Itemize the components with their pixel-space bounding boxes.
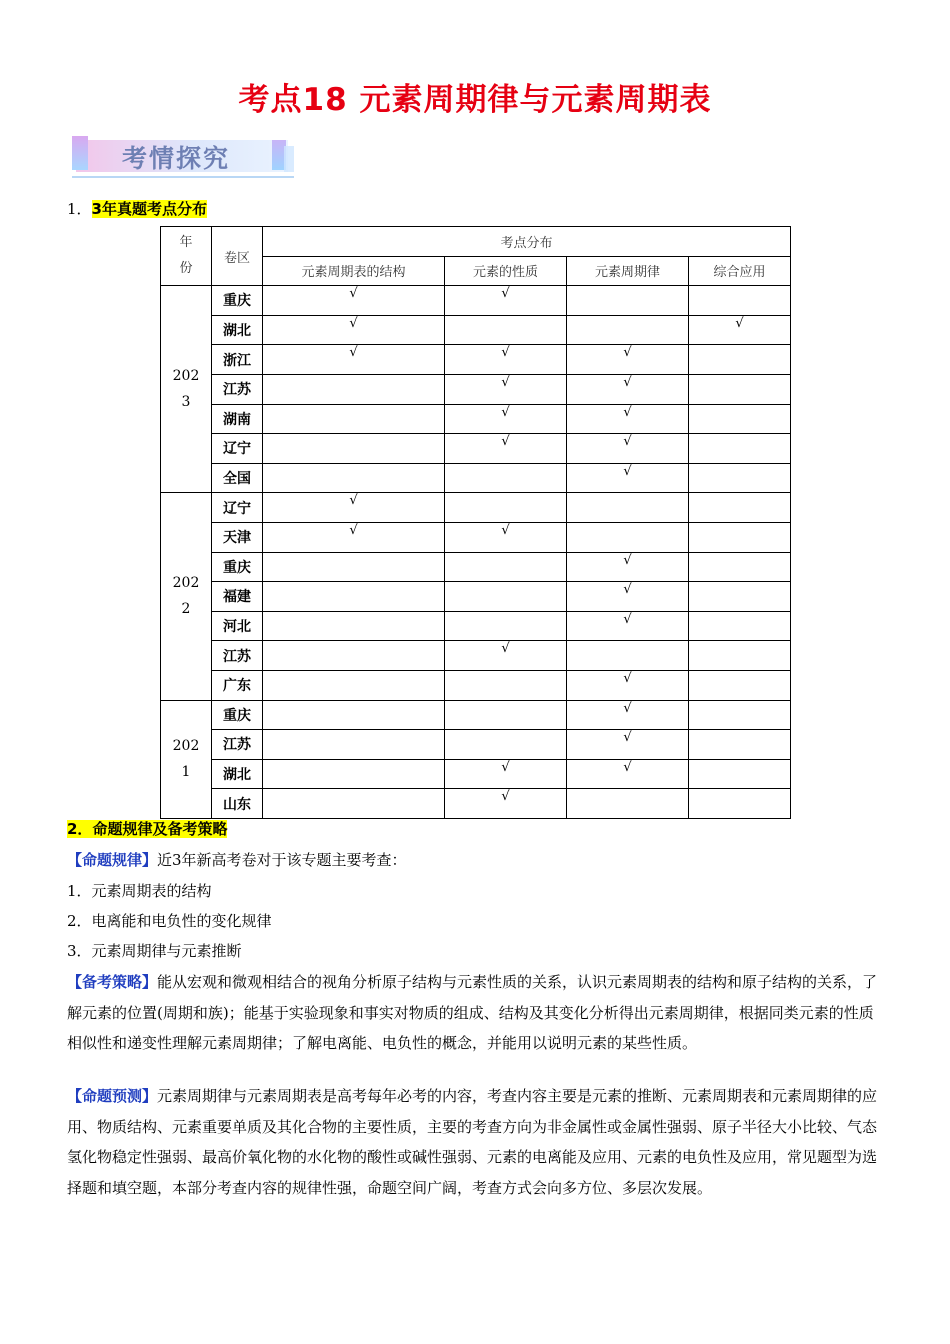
table-row (161, 552, 791, 582)
header-col-periodic-law: 元素周期律 (567, 256, 689, 286)
check-cell (445, 730, 567, 760)
check-cell (689, 759, 791, 789)
check-cell: √ (263, 286, 445, 316)
check-cell (689, 463, 791, 493)
check-cell (445, 552, 567, 582)
check-cell (445, 611, 567, 641)
check-cell (567, 522, 689, 552)
check-cell (263, 552, 445, 582)
check-cell: √ (445, 641, 567, 671)
region-cell: 重庆 (212, 552, 263, 582)
check-cell (263, 463, 445, 493)
check-cell (445, 493, 567, 523)
rule-tag: 【命题规律】 (67, 851, 158, 869)
year-text: 2021 (172, 738, 200, 781)
check-cell (689, 641, 791, 671)
region-cell: 重庆 (212, 286, 263, 316)
region-cell: 江苏 (212, 374, 263, 404)
table-row (161, 345, 791, 375)
section-banner (72, 136, 294, 180)
region-cell: 辽宁 (212, 493, 263, 523)
table-row (161, 641, 791, 671)
check-cell (445, 700, 567, 730)
check-cell (263, 434, 445, 464)
region-cell: 山东 (212, 789, 263, 819)
header-col-property: 元素的性质 (445, 256, 567, 286)
check-cell (689, 582, 791, 612)
table-row (161, 582, 791, 612)
region-cell: 江苏 (212, 730, 263, 760)
check-cell (689, 404, 791, 434)
year-cell (161, 286, 212, 493)
check-cell: √ (445, 345, 567, 375)
region-cell: 广东 (212, 670, 263, 700)
check-cell (689, 700, 791, 730)
region-cell: 江苏 (212, 641, 263, 671)
check-cell: √ (567, 345, 689, 375)
table-row (161, 611, 791, 641)
check-cell: √ (445, 522, 567, 552)
region-cell: 全国 (212, 463, 263, 493)
check-cell: √ (567, 374, 689, 404)
check-cell (689, 730, 791, 760)
table-row (161, 759, 791, 789)
list-item: 3．元素周期律与元素推断 (67, 942, 242, 960)
year-cell (161, 493, 212, 700)
check-cell: √ (567, 404, 689, 434)
region-cell: 天津 (212, 522, 263, 552)
check-cell (445, 315, 567, 345)
exam-distribution-table (160, 226, 791, 819)
banner-decor-right-small (284, 146, 294, 172)
header-year (161, 227, 212, 286)
rule-text: 近3年新高考卷对于该专题主要考查： (157, 851, 407, 869)
table-row (161, 493, 791, 523)
check-cell: √ (445, 404, 567, 434)
check-cell (689, 789, 791, 819)
check-cell (263, 582, 445, 612)
region-cell: 辽宁 (212, 434, 263, 464)
check-cell (689, 434, 791, 464)
banner-text: 考情探究 (122, 144, 231, 173)
table-row (161, 404, 791, 434)
region-cell: 湖北 (212, 759, 263, 789)
check-cell (567, 789, 689, 819)
check-cell (263, 789, 445, 819)
check-cell (689, 286, 791, 316)
section-2-heading (67, 818, 227, 839)
table-row (161, 286, 791, 316)
check-cell: √ (263, 493, 445, 523)
check-cell: √ (445, 286, 567, 316)
check-cell (445, 463, 567, 493)
check-cell (263, 730, 445, 760)
region-cell: 福建 (212, 582, 263, 612)
check-cell: √ (567, 434, 689, 464)
region-cell: 重庆 (212, 700, 263, 730)
header-region: 卷区 (212, 227, 263, 286)
table-row (161, 374, 791, 404)
section-2-number: 2． (67, 820, 93, 838)
strategy-paragraph (67, 967, 882, 1059)
strategy-tag: 【备考策略】 (67, 973, 158, 991)
check-cell: √ (567, 611, 689, 641)
check-cell: √ (445, 434, 567, 464)
table-row (161, 789, 791, 819)
year-text: 2022 (172, 575, 200, 618)
region-cell: 湖南 (212, 404, 263, 434)
check-cell: √ (263, 345, 445, 375)
section-1-label: 3年真题考点分布 (91, 200, 207, 218)
check-cell: √ (263, 315, 445, 345)
region-cell: 湖北 (212, 315, 263, 345)
check-cell (263, 374, 445, 404)
section-1-heading (67, 198, 207, 219)
check-cell (689, 552, 791, 582)
check-cell (689, 611, 791, 641)
list-item: 1．元素周期表的结构 (67, 882, 212, 900)
list-item: 2．电离能和电负性的变化规律 (67, 912, 272, 930)
check-cell: √ (445, 374, 567, 404)
rule-paragraph (67, 845, 882, 876)
check-cell (263, 759, 445, 789)
year-cell (161, 700, 212, 818)
section-2-label: 命题规律及备考策略 (92, 820, 228, 838)
check-cell (263, 611, 445, 641)
forecast-tag: 【命题预测】 (67, 1087, 158, 1105)
table-row (161, 670, 791, 700)
table-row (161, 730, 791, 760)
check-cell (689, 345, 791, 375)
banner-decor-left (72, 136, 88, 170)
check-cell: √ (445, 789, 567, 819)
year-text: 2023 (172, 368, 200, 411)
check-cell (263, 641, 445, 671)
table-row (161, 315, 791, 345)
check-cell (567, 315, 689, 345)
check-cell (263, 700, 445, 730)
header-col-application: 综合应用 (689, 256, 791, 286)
check-cell (689, 374, 791, 404)
check-cell (567, 286, 689, 316)
forecast-text: 元素周期律与元素周期表是高考每年必考的内容，考查内容主要是元素的推断、元素周期表和元素周期律的应用、物质结构、元素重要单质及其化合物的主要性质，主要的考查方向为非金属性或金属性强弱、原子半径大小比较、气态氢化物稳定性强弱、最高价氧化物的水化物的酸性或碱性强弱、元素的电离能及应用、元素的电负性及应用，常见题型为选择题和填空题，本部分考查内容的规律性强，命题空间广阔，考查方式会向多方位、多层次发展。 (67, 1087, 878, 1197)
check-cell (263, 670, 445, 700)
check-cell: √ (263, 522, 445, 552)
check-cell: √ (567, 670, 689, 700)
table-row (161, 700, 791, 730)
check-cell: √ (567, 730, 689, 760)
check-cell (689, 670, 791, 700)
check-cell (445, 582, 567, 612)
check-cell (263, 404, 445, 434)
check-cell: √ (567, 759, 689, 789)
check-cell (445, 670, 567, 700)
check-cell: √ (567, 582, 689, 612)
header-distribution: 考点分布 (263, 227, 791, 257)
check-cell: √ (567, 552, 689, 582)
region-cell: 河北 (212, 611, 263, 641)
header-col-structure: 元素周期表的结构 (263, 256, 445, 286)
check-cell: √ (567, 463, 689, 493)
page-title: 考点18 元素周期律与元素周期表 (238, 82, 712, 118)
check-cell: √ (445, 759, 567, 789)
region-cell: 浙江 (212, 345, 263, 375)
table-row (161, 463, 791, 493)
forecast-paragraph (67, 1081, 882, 1203)
check-cell: √ (689, 315, 791, 345)
check-cell (567, 493, 689, 523)
header-year-text: 年份 (179, 235, 193, 277)
check-cell (689, 522, 791, 552)
check-cell (567, 641, 689, 671)
section-1-number: 1． (67, 200, 92, 218)
check-cell: √ (567, 700, 689, 730)
strategy-text: 能从宏观和微观相结合的视角分析原子结构与元素性质的关系，认识元素周期表的结构和原子结构的关系，了解元素的位置(周期和族)；能基于实验现象和事实对物质的组成、结构及其变化分析得出元素周期律，根据同类元素的性质相似性和递变性理解元素周期律；了解电离能、电负性的概念，并能用以说明元素的某些性质。 (67, 973, 878, 1052)
banner-underline (72, 176, 294, 178)
table-row (161, 522, 791, 552)
table-row (161, 434, 791, 464)
check-cell (689, 493, 791, 523)
